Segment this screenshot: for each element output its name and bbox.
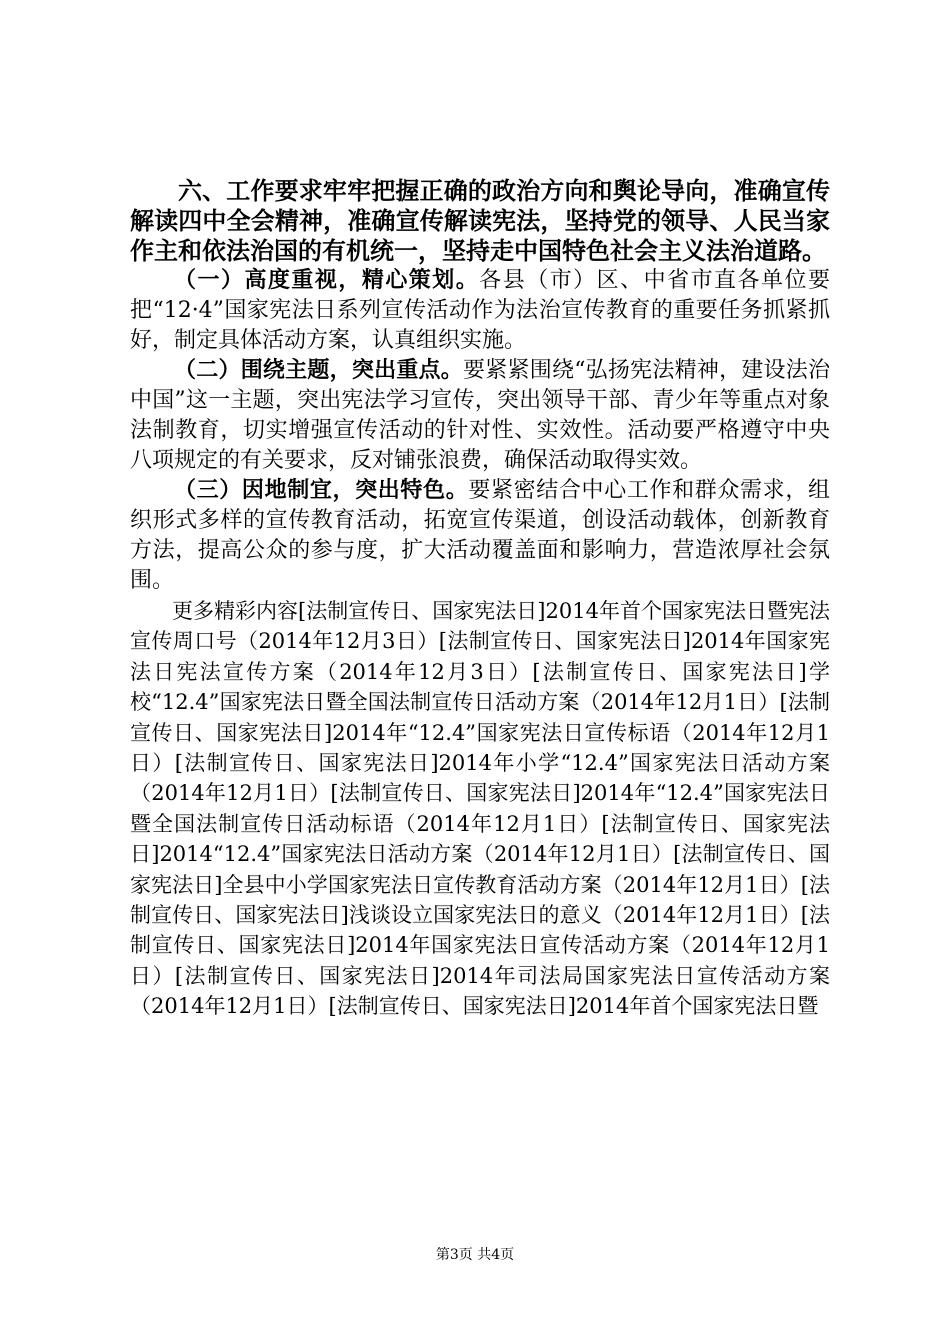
section-heading: 六、工作要求牢牢把握正确的政治方向和舆论导向，准确宣传解读四中全会精神，准确宣传解读宪法，坚持党的领导、人民当家作主和依法治国的有机统一，坚持走中国特色社会主义法治道路。 <box>130 177 830 265</box>
page-footer: 第3页 共4页 <box>435 1247 515 1263</box>
paragraph-text: 要紧紧围绕“弘扬宪法精神，建设法治中国”这一主题，突出宪法学习宣传，突出领导干部、青少年等重点对象法制教育，切实增强宣传活动的针对性、实效性。活动要严格遵守中央八项规定的有关要求，反对铺张浪费，确保活动取得实效。 <box>130 358 830 473</box>
paragraph-text: 要紧密结合中心工作和群众需求，组织形式多样的宣传教育活动，拓宽宣传渠道，创设活动载体，创新教育方法，提高公众的参与度，扩大活动覆盖面和影响力，营造浓厚社会氛围。 <box>130 478 830 593</box>
paragraph-section-1 <box>130 266 830 356</box>
paragraph-lead: （二）围绕主题，突出重点。 <box>174 358 464 383</box>
paragraph-section-2 <box>130 356 830 476</box>
paragraph-section-3 <box>130 476 830 596</box>
document-body <box>130 176 830 1022</box>
paragraph-lead: （一）高度重视，精心策划。 <box>174 268 480 293</box>
more-content-paragraph: 更多精彩内容[法制宣传日、国家宪法日]2014年首个国家宪法日暨宪法宣传周口号（2014年12月3日）[法制宣传日、国家宪法日]2014年国家宪法日宪法宣传方案（2014年12月3日）[法制宣传日、国家宪法日]学校“12.4”国家宪法日暨全国法制宣传日活动方案（2014年12月1日）[法制宣传日、国家宪法日]2014年“12.4”国家宪法日宣传标语（2014年12月1日）[法制宣传日、国家宪法日]2014年小学“12.4”国家宪法日活动方案（2014年12月1日）[法制宣传日、国家宪法日]2014年“12.4”国家宪法日暨全国法制宣传日活动标语（2014年12月1日）[法制宣传日、国家宪法日]2014“12.4”国家宪法日活动方案（2014年12月1日）[法制宣传日、国家宪法日]全县中小学国家宪法日宣传教育活动方案（2014年12月1日）[法制宣传日、国家宪法日]浅谈设立国家宪法日的意义（2014年12月1日）[法制宣传日、国家宪法日]2014年国家宪法日宣传活动方案（2014年12月1日）[法制宣传日、国家宪法日]2014年司法局国家宪法日宣传活动方案（2014年12月1日）[法制宣传日、国家宪法日]2014年首个国家宪法日暨 <box>130 599 830 1019</box>
paragraph-text: 各县（市）区、中省市直各单位要把“12·4”国家宪法日系列宣传活动作为法治宣传教育的重要任务抓紧抓好，制定具体活动方案，认真组织实施。 <box>130 268 830 353</box>
paragraph-lead: （三）因地制宜，突出特色。 <box>174 478 469 503</box>
